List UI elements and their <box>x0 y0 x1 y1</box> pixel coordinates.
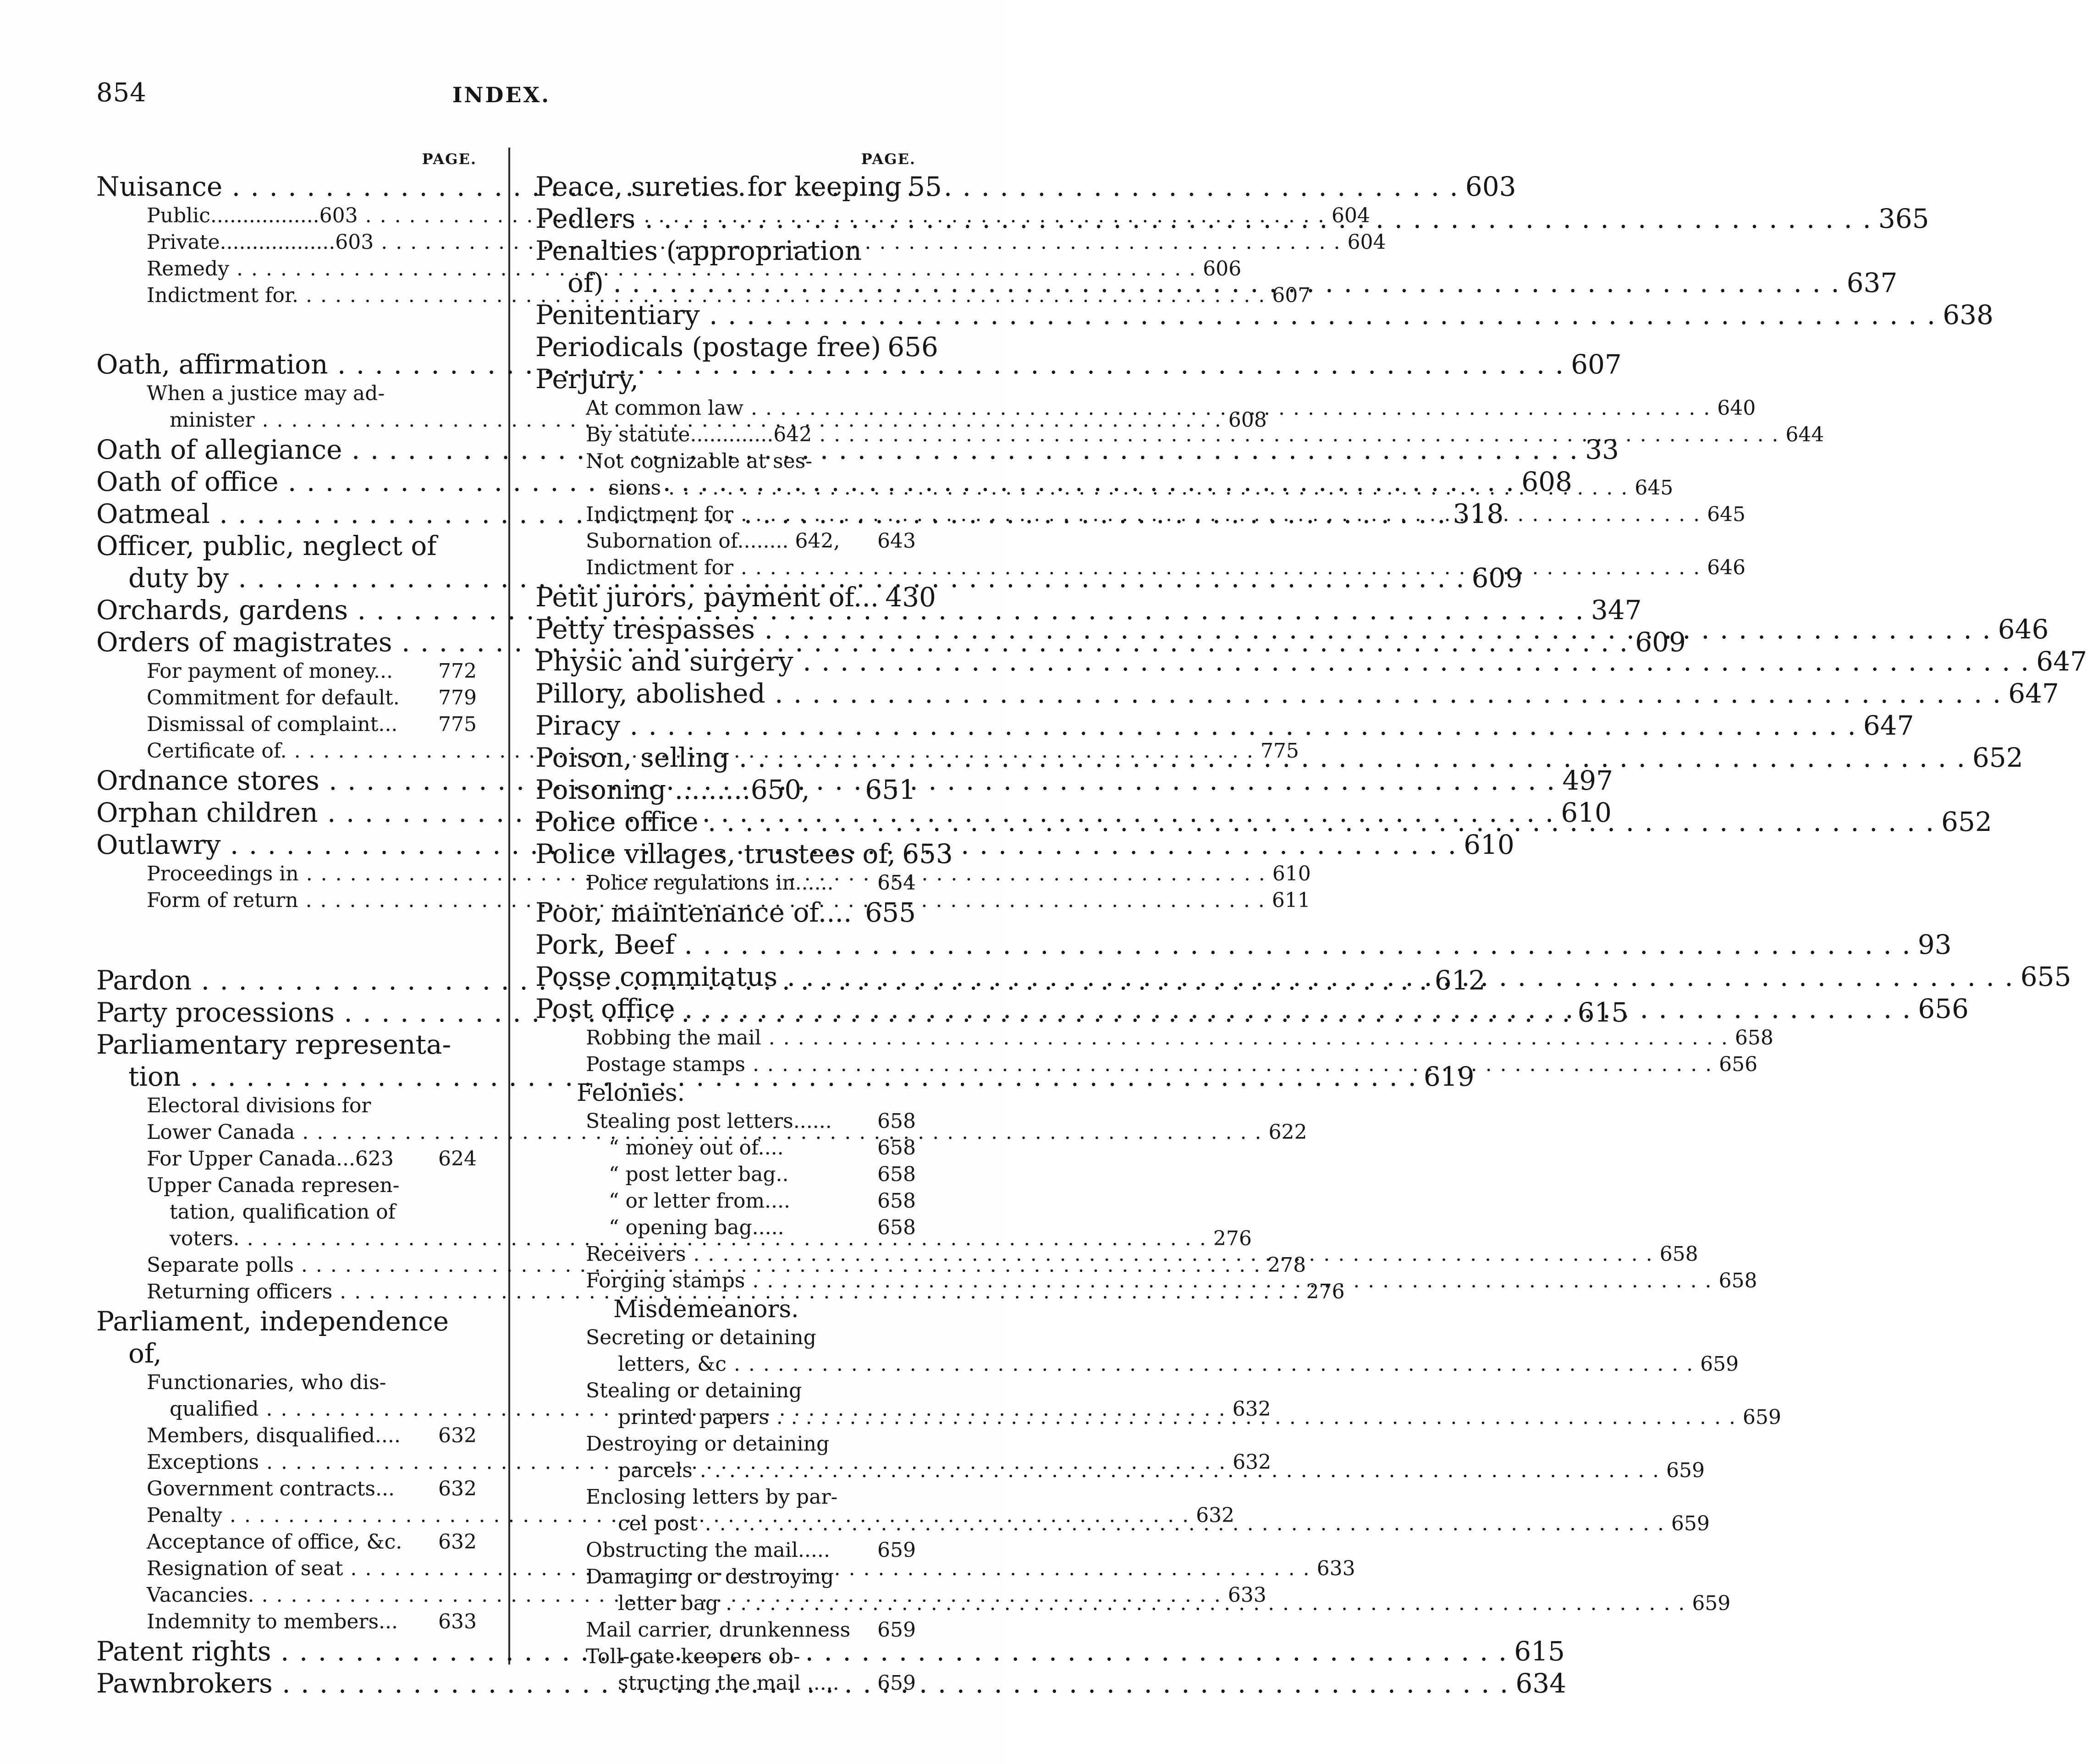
index-entry <box>535 448 916 475</box>
entry-text: Officer, public, neglect of <box>96 530 437 561</box>
entry-text: Destroying or detaining <box>586 1432 830 1456</box>
entry-page: 659 <box>1671 1512 1710 1535</box>
entry-page: 658 <box>877 1163 916 1186</box>
entry-text: Returning officers . . . <box>147 1279 1300 1305</box>
entry-text: Pedlers . . . <box>535 203 1872 235</box>
entry-page: 638 <box>1943 299 1993 330</box>
entry-page: 658 <box>877 1216 916 1239</box>
index-entry <box>535 235 916 267</box>
entry-page: 612 <box>1434 965 1486 996</box>
entry-text: Private..................603 . . . <box>147 229 1341 256</box>
entry-text: Enclosing letters by par- <box>586 1485 838 1509</box>
entry-page: 632 <box>438 1424 477 1447</box>
page-column-header: PAGE. <box>861 150 916 168</box>
entry-page: 604 <box>1331 204 1370 227</box>
entry-page: 611 <box>1272 889 1311 912</box>
index-entry <box>535 1670 916 1697</box>
entry-page: 276 <box>1213 1227 1252 1250</box>
entry-text: When a justice may ad- <box>147 382 385 405</box>
entry-page: 33 <box>1585 434 1619 465</box>
entry-text: Posse commitatus . . . <box>535 961 2014 993</box>
entry-page: 646 <box>1707 556 1746 579</box>
index-entry <box>535 1135 916 1161</box>
entry-text: Police regulations in...... <box>586 871 834 895</box>
entry-page: 632 <box>1232 1397 1271 1421</box>
index-entry <box>535 1617 916 1643</box>
entry-text: Poisoning .........650, <box>535 774 810 805</box>
entry-text: Commitment for default. <box>147 686 400 709</box>
index-entry <box>535 709 1914 742</box>
entry-text: Pawnbrokers . . . <box>96 1667 1509 1699</box>
index-entry <box>96 1369 477 1396</box>
index-entry <box>96 1199 477 1225</box>
index-entry <box>96 1609 477 1635</box>
entry-page: 430 <box>885 582 936 613</box>
entry-text: Electoral divisions for <box>147 1094 371 1117</box>
entry-text: of, <box>128 1338 162 1369</box>
entry-page: 610 <box>1272 862 1311 885</box>
entry-page: 632 <box>438 1530 477 1554</box>
entry-text: Upper Canada represen- <box>147 1174 400 1197</box>
entry-text: Damaging or destroying <box>586 1565 834 1588</box>
entry-text: Exceptions . . . <box>147 1449 1226 1476</box>
entry-page: 659 <box>877 1671 916 1695</box>
entry-page: 645 <box>1635 476 1674 500</box>
entry-page: 643 <box>877 529 916 553</box>
index-entry <box>535 1378 916 1404</box>
entry-page: 658 <box>1718 1269 1757 1292</box>
entry-text: For Upper Canada...623 <box>147 1147 394 1171</box>
entry-text: Police villages, trustees of, <box>535 838 896 869</box>
entry-text: Oatmeal . . . <box>96 498 1447 530</box>
entry-page: 775 <box>1260 739 1299 763</box>
entry-page: 645 <box>1707 503 1746 526</box>
entry-text: Peace, sureties for keeping <box>535 171 902 202</box>
entry-text: “ money out of.... <box>609 1136 784 1160</box>
index-entry <box>535 1188 916 1214</box>
entry-text: Orphan children . . . <box>96 797 1554 829</box>
entry-page: 637 <box>1846 267 1898 298</box>
entry-page: 652 <box>1972 742 2023 773</box>
entry-text: Oath, affirmation . . . <box>96 348 1564 380</box>
index-entry <box>535 1108 916 1135</box>
entry-page: 615 <box>1577 997 1629 1028</box>
entry-page: 607 <box>1272 284 1311 307</box>
entry-text: Separate polls . . . <box>147 1252 1261 1279</box>
entry-text: Acceptance of office, &c. <box>147 1530 402 1554</box>
entry-page: 779 <box>438 686 477 709</box>
entry-page: 633 <box>1316 1557 1355 1580</box>
entry-page: 610 <box>1464 829 1514 860</box>
index-entry <box>535 422 1824 448</box>
index-entry <box>535 581 936 613</box>
entry-page: 647 <box>2036 646 2087 677</box>
entry-page: 609 <box>1635 626 1686 658</box>
entry-text: At common law . . . <box>586 395 1711 422</box>
entry-text: printed papers . . . <box>618 1404 1736 1431</box>
index-entry <box>96 1093 477 1119</box>
entry-text: Certificate of. . . . <box>147 738 1254 764</box>
entry-text: By statute.............642 . . . <box>586 422 1779 448</box>
index-entry <box>535 677 2059 709</box>
entry-page: 647 <box>1863 710 1914 741</box>
entry-page: 604 <box>1347 231 1386 254</box>
entry-page: 632 <box>1233 1451 1272 1474</box>
entry-text: Not cognizable at ses- <box>586 450 813 473</box>
entry-text: Receivers . . . <box>586 1241 1653 1268</box>
entry-text: Stealing post letters...... <box>586 1110 832 1133</box>
entry-text: letters, &c . . . <box>618 1351 1694 1378</box>
entry-text: Public.................603 . . . <box>147 203 1325 229</box>
entry-text: Forging stamps . . . <box>586 1268 1713 1294</box>
entry-page: 603 <box>1465 171 1516 202</box>
entry-text: Pardon . . . <box>96 964 1428 996</box>
entry-text: Members, disqualified.... <box>147 1424 401 1447</box>
index-entry <box>96 380 477 407</box>
entry-page: 655 <box>2020 961 2071 992</box>
index-entry <box>96 1529 477 1555</box>
entry-text: Subornation of........ 642, <box>586 529 840 553</box>
entry-page: 624 <box>438 1147 477 1171</box>
entry-text: duty by . . . <box>128 562 1465 594</box>
entry-text: Remedy . . . <box>147 256 1196 282</box>
entry-text: Robbing the mail . . . <box>586 1025 1729 1051</box>
entry-page: 658 <box>1735 1026 1773 1050</box>
index-entry <box>535 1161 916 1188</box>
entry-page: 640 <box>1717 396 1756 420</box>
entry-text: Petty trespasses . . . <box>535 613 1992 645</box>
entry-page: 658 <box>877 1189 916 1213</box>
entry-text: Parliamentary representa- <box>96 1029 452 1060</box>
entry-text: Indictment for . . . <box>586 501 1701 528</box>
page-title: INDEX. <box>452 82 551 107</box>
entry-text: Perjury, <box>535 363 639 395</box>
entry-text: sions . . . <box>609 475 1628 501</box>
entry-text: Patent rights . . . <box>96 1635 1508 1667</box>
entry-text: Physic and surgery . . . <box>535 645 2030 677</box>
entry-text: Ordnance stores . . . <box>96 764 1556 797</box>
index-entry <box>535 528 916 555</box>
entry-page: 632 <box>438 1477 477 1500</box>
index-entry <box>535 1078 916 1108</box>
entry-text: Parliament, independence <box>96 1306 449 1337</box>
entry-text: Postage stamps . . . <box>586 1051 1713 1078</box>
entry-text: Police office . . . <box>535 806 1935 838</box>
index-entry <box>535 1294 916 1324</box>
entry-text: qualified . . . <box>170 1396 1226 1423</box>
entry-page: 658 <box>877 1136 916 1160</box>
entry-page: 659 <box>1692 1592 1731 1615</box>
index-entry <box>96 1337 477 1369</box>
index-entry <box>535 1537 916 1564</box>
entry-page: 622 <box>1268 1121 1307 1144</box>
entry-page: 658 <box>1659 1242 1698 1266</box>
index-entry <box>535 896 916 929</box>
index-entry <box>96 1172 477 1199</box>
entry-text: Government contracts... <box>147 1477 395 1500</box>
entry-text: Indictment for. . . . <box>147 282 1266 309</box>
index-entry <box>96 1476 477 1502</box>
entry-text: Party processions . . . <box>96 996 1571 1028</box>
entry-text: letter bag . . . <box>618 1590 1685 1617</box>
entry-page: 607 <box>1571 349 1622 380</box>
entry-text: Proceedings in . . . <box>147 861 1266 887</box>
entry-page: 615 <box>1514 1636 1565 1667</box>
entry-text: Piracy . . . <box>535 709 1857 742</box>
entry-text: Periodicals (postage free) <box>535 331 881 363</box>
index-entry <box>535 170 942 203</box>
entry-text: Penalties (appropriation <box>535 235 862 266</box>
entry-text: Poison, selling . . . <box>535 742 1966 774</box>
entry-page: 772 <box>438 659 477 683</box>
entry-page: 93 <box>1917 929 1952 960</box>
entry-page: 608 <box>1228 408 1267 432</box>
entry-page: 659 <box>1666 1459 1705 1482</box>
index-entry <box>96 685 477 711</box>
entry-text: Poor, maintenance of.... <box>535 897 852 928</box>
entry-page: 656 <box>1719 1053 1758 1076</box>
index-entry <box>535 929 1952 961</box>
entry-page: 318 <box>1453 498 1504 529</box>
entry-text: parcels . . . <box>618 1457 1660 1484</box>
entry-page: 644 <box>1785 423 1824 446</box>
entry-text: Penalty . . . <box>147 1502 1189 1529</box>
entry-page: 652 <box>1941 806 1992 837</box>
index-entry <box>96 1305 477 1337</box>
entry-page: 606 <box>1203 257 1242 280</box>
index-entry <box>535 1564 916 1590</box>
entry-text: Nuisance . . . <box>96 170 1459 203</box>
entry-text: Orchards, gardens . . . <box>96 594 1585 626</box>
index-entry <box>535 838 953 870</box>
entry-text: Misdemeanors. <box>613 1296 799 1323</box>
entry-text: Functionaries, who dis- <box>147 1371 386 1394</box>
entry-text: tation, qualification of <box>170 1200 396 1224</box>
entry-page: 634 <box>1515 1668 1567 1699</box>
entry-page: 659 <box>1742 1406 1781 1429</box>
entry-text: “ post letter bag.. <box>609 1163 789 1186</box>
entry-text: Orders of magistrates . . . <box>96 626 1629 658</box>
index-entry <box>535 774 916 806</box>
entry-text: Oath of office . . . <box>96 466 1515 498</box>
entry-page: 619 <box>1423 1061 1475 1092</box>
entry-text: Indemnity to members... <box>147 1610 398 1633</box>
index-entry <box>535 1214 916 1241</box>
entry-page: 659 <box>877 1618 916 1642</box>
entry-page: 659 <box>877 1539 916 1562</box>
entry-page: 656 <box>1918 993 1969 1024</box>
entry-page: 653 <box>902 838 953 869</box>
index-entry <box>535 1324 916 1351</box>
entry-page: 658 <box>877 1110 916 1133</box>
entry-text: Felonies. <box>577 1079 685 1107</box>
index-entry <box>535 1351 1739 1378</box>
entry-page: 651 <box>865 774 916 805</box>
entry-page: 632 <box>1196 1504 1235 1527</box>
index-entry <box>535 1484 916 1511</box>
entry-text: Lower Canada . . . <box>147 1119 1262 1146</box>
index-entry <box>96 256 1242 282</box>
entry-page: 609 <box>1471 562 1523 593</box>
index-entry <box>96 658 477 685</box>
entry-text: Penitentiary . . . <box>535 299 1936 331</box>
entry-page: 276 <box>1306 1280 1345 1303</box>
entry-page: 497 <box>1562 765 1613 796</box>
entry-text: Secreting or detaining <box>586 1326 816 1349</box>
entry-page: 347 <box>1591 594 1642 626</box>
entry-page: 278 <box>1267 1253 1306 1277</box>
entry-text: Resignation of seat . . . <box>147 1555 1311 1582</box>
index-entry <box>535 299 1993 331</box>
index-entry <box>535 1025 1773 1051</box>
index-entry <box>535 870 916 896</box>
entry-text: “ opening bag..... <box>609 1216 784 1239</box>
entry-text: Dismissal of complaint... <box>147 713 398 736</box>
index-entry <box>535 645 2087 677</box>
index-entry <box>535 331 938 363</box>
entry-page: 608 <box>1521 466 1572 497</box>
entry-text: Post office . . . <box>535 993 1911 1025</box>
index-entry <box>96 1028 477 1061</box>
entry-text: Obstructing the mail..... <box>586 1539 830 1562</box>
entry-page: 655 <box>865 897 916 928</box>
entry-page: 646 <box>1998 614 2049 645</box>
entry-page: 775 <box>438 713 477 736</box>
entry-page: 55 <box>908 171 942 202</box>
entry-text: For payment of money... <box>147 659 393 683</box>
section-gap <box>96 914 477 964</box>
index-entry <box>535 363 916 395</box>
page-number: 854 <box>96 78 147 108</box>
index-entry <box>96 711 477 738</box>
entry-text: minister . . . <box>170 407 1222 434</box>
entry-page: 633 <box>438 1610 477 1633</box>
entry-page: 365 <box>1878 203 1929 234</box>
index-entry <box>535 1643 916 1670</box>
entry-page: 647 <box>2008 678 2059 709</box>
entry-page: 654 <box>877 871 916 895</box>
page-column-header: PAGE. <box>422 150 477 168</box>
section-gap <box>96 309 477 348</box>
index-entry <box>96 1423 477 1449</box>
entry-text: cel post . . . <box>618 1511 1665 1537</box>
entry-text: Oath of allegiance . . . <box>96 434 1579 466</box>
entry-page: 659 <box>1700 1352 1739 1376</box>
entry-text: Outlawry . . . <box>96 829 1457 861</box>
entry-text: Pork, Beef . . . <box>535 929 1911 961</box>
index-entry <box>535 1431 916 1457</box>
entry-text: Toll-gate keepers ob- <box>586 1645 800 1668</box>
index-entry <box>96 530 477 562</box>
entry-text: “ or letter from.... <box>609 1189 790 1213</box>
entry-text: Pillory, abolished . . . <box>535 677 2002 709</box>
entry-text: Indictment for . . . <box>586 555 1701 581</box>
entry-text: of) . . . <box>567 267 1840 299</box>
entry-text: structing the mail ..... <box>618 1671 839 1695</box>
entry-text: tion . . . <box>128 1061 1417 1093</box>
entry-page: 633 <box>1228 1583 1267 1607</box>
entry-text: Mail carrier, drunkenness <box>586 1618 851 1642</box>
entry-text: Stealing or detaining <box>586 1379 802 1402</box>
entry-text: Form of return . . . <box>147 887 1266 914</box>
entry-page: 656 <box>887 331 938 363</box>
entry-text: voters. . . . <box>170 1225 1207 1252</box>
entry-text: Vacancies. . . . <box>147 1582 1222 1609</box>
entry-text: Petit jurors, payment of... <box>535 582 879 613</box>
entry-page: 610 <box>1561 797 1612 828</box>
index-entry <box>96 1146 477 1172</box>
